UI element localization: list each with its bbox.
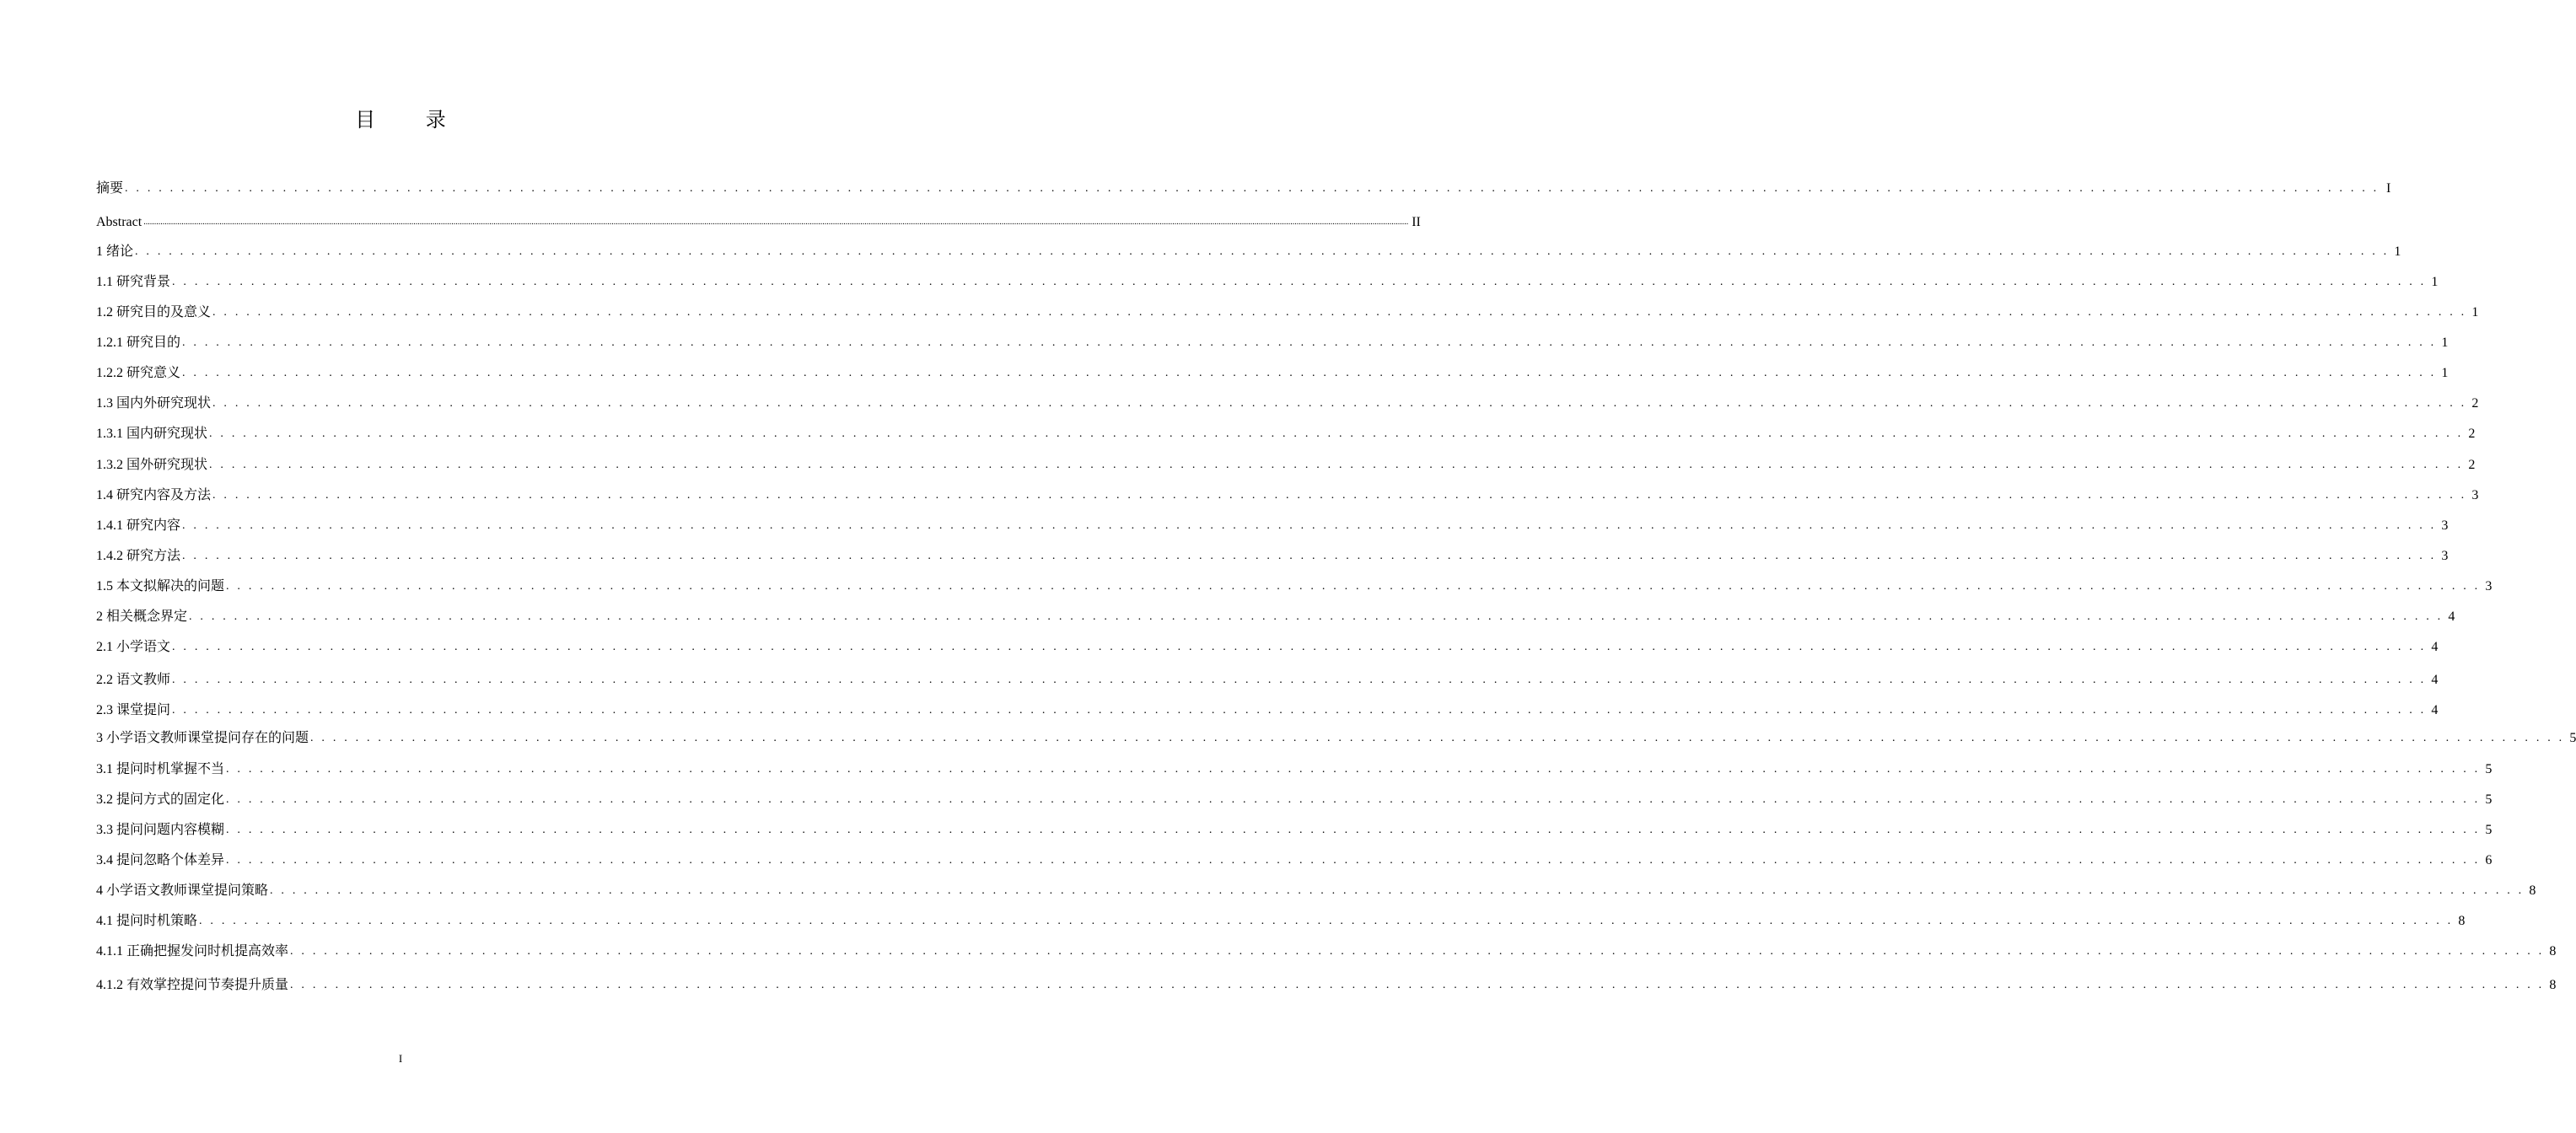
toc-entry-page-number: 1 [2431, 275, 2439, 289]
toc-dot-leader: . . . . . . . . . . . . . . . . . . . . . . . . . . . . . . . . . . . . . . . . . . . . . . . . . . . . . . . . . . . . . . . . . . . . . . . . . . . . . . . . . . . . . . . . . . . . . . . . . . . . . . . . . . . . . . . . . . . . . . . . . . . . . . . . . . . . . . . . . . . . . . . . . . . . . . . . . . . . . . . . . . . . . . . . . . . . . . . . . . . . . . . . . . . . . . . . . . . . . . . . [189, 610, 2444, 623]
toc-entry[interactable] [96, 577, 2493, 596]
toc-entry[interactable] [96, 425, 2476, 443]
toc-entry[interactable] [96, 851, 2493, 870]
toc-entry-label: 3.4 提问忽略个体差异 [96, 851, 225, 870]
toc-entry-label: 1.4.2 研究方法 [96, 547, 181, 566]
toc-entry-label: 3.1 提问时机掌握不当 [96, 760, 225, 779]
toc-entry-label: 4 小学语文教师课堂提问策略 [96, 882, 269, 900]
toc-dot-leader: . . . . . . . . . . . . . . . . . . . . . . . . . . . . . . . . . . . . . . . . . . . . . . . . . . . . . . . . . . . . . . . . . . . . . . . . . . . . . . . . . . . . . . . . . . . . . . . . . . . . . . . . . . . . . . . . . . . . . . . . . . . . . . . . . . . . . . . . . . . . . . . . . . . . . . . . . . . . . . . . . . . . . . . . . . . . . . . . . . . . . . . . . . . . . . . . . . . . . . . . [226, 824, 2481, 836]
toc-entry[interactable] [96, 364, 2449, 383]
toc-dot-leader: . . . . . . . . . . . . . . . . . . . . . . . . . . . . . . . . . . . . . . . . . . . . . . . . . . . . . . . . . . . . . . . . . . . . . . . . . . . . . . . . . . . . . . . . . . . . . . . . . . . . . . . . . . . . . . . . . . . . . . . . . . . . . . . . . . . . . . . . . . . . . . . . . . . . . . . . . . . . . . . . . . . . . . . . . . . . . . . . . . . . . . . . . . . . . . . . . . . . . . . . [125, 182, 2380, 195]
toc-entry-label: 1.3.2 国外研究现状 [96, 456, 208, 475]
toc-dot-leader: . . . . . . . . . . . . . . . . . . . . . . . . . . . . . . . . . . . . . . . . . . . . . . . . . . . . . . . . . . . . . . . . . . . . . . . . . . . . . . . . . . . . . . . . . . . . . . . . . . . . . . . . . . . . . . . . . . . . . . . . . . . . . . . . . . . . . . . . . . . . . . . . . . . . . . . . . . . . . . . . . . . . . . . . . . . . . . . . . . . . . . . . . . . . . . . . . . . . . . . . [209, 427, 2464, 440]
toc-entry-label: 1 绪论 [96, 243, 134, 261]
toc-entry-label: 摘要 [96, 180, 124, 198]
toc-entry[interactable] [96, 547, 2449, 566]
toc-entry-page-number: 4 [2431, 703, 2439, 717]
toc-entry-label: 1.4 研究内容及方法 [96, 486, 212, 505]
toc-entry-label: 3.3 提问问题内容模糊 [96, 821, 225, 840]
toc-entry[interactable] [96, 213, 1421, 232]
toc-entry-label: 1.3 国内外研究现状 [96, 395, 212, 413]
toc-entry[interactable] [96, 760, 2493, 779]
toc-entry-page-number: 4 [2431, 640, 2439, 654]
toc-entry-page-number: 4 [2448, 609, 2455, 624]
toc-dot-leader: . . . . . . . . . . . . . . . . . . . . . . . . . . . . . . . . . . . . . . . . . . . . . . . . . . . . . . . . . . . . . . . . . . . . . . . . . . . . . . . . . . . . . . . . . . . . . . . . . . . . . . . . . . . . . . . . . . . . . . . . . . . . . . . . . . . . . . . . . . . . . . . . . . . . . . . . . . . . . . . . . . . . . . . . . . . . . . . . . . . . . . . . . . . . . . . . . . . . . . . . [172, 641, 2427, 653]
toc-dot-leader: . . . . . . . . . . . . . . . . . . . . . . . . . . . . . . . . . . . . . . . . . . . . . . . . . . . . . . . . . . . . . . . . . . . . . . . . . . . . . . . . . . . . . . . . . . . . . . . . . . . . . . . . . . . . . . . . . . . . . . . . . . . . . . . . . . . . . . . . . . . . . . . . . . . . . . . . . . . . . . . . . . . . . . . . . . . . . . . . . . . . . . . . . . . . . . . . . . . . . . . . [135, 245, 2390, 258]
toc-entry[interactable] [96, 791, 2493, 809]
toc-entry-page-number: 1 [2441, 366, 2449, 380]
toc-entry[interactable] [96, 638, 2439, 657]
footer-page-number: I [398, 1052, 403, 1065]
toc-entry[interactable] [96, 608, 2455, 626]
toc-dot-leader: . . . . . . . . . . . . . . . . . . . . . . . . . . . . . . . . . . . . . . . . . . . . . . . . . . . . . . . . . . . . . . . . . . . . . . . . . . . . . . . . . . . . . . . . . . . . . . . . . . . . . . . . . . . . . . . . . . . . . . . . . . . . . . . . . . . . . . . . . . . . . . . . . . . . . . . . . . . . . . . . . . . . . . . . . . . . . . . . . . . . . . . . . . . . . . . . . . . . . . . . [270, 884, 2525, 897]
toc-entry-label: 2.3 课堂提问 [96, 701, 171, 720]
toc-entry-page-number: 3 [2485, 579, 2493, 593]
toc-entry[interactable] [96, 976, 2557, 995]
toc-entry-label: 1.4.1 研究内容 [96, 517, 181, 535]
toc-entry-label: 4.1.1 正确把握发问时机提高效率 [96, 942, 289, 961]
toc-entry-label: 1.2.1 研究目的 [96, 334, 181, 352]
toc-entry[interactable] [96, 912, 2466, 931]
toc-entry-label: 4.1 提问时机策略 [96, 912, 198, 931]
toc-dot-leader: . . . . . . . . . . . . . . . . . . . . . . . . . . . . . . . . . . . . . . . . . . . . . . . . . . . . . . . . . . . . . . . . . . . . . . . . . . . . . . . . . . . . . . . . . . . . . . . . . . . . . . . . . . . . . . . . . . . . . . . . . . . . . . . . . . . . . . . . . . . . . . . . . . . . . . . . . . . . . . . . . . . . . . . . . . . . . . . . . . . . . . . . . . . . . . . . . . . . . . . . [226, 793, 2481, 806]
toc-entry-page-number: 5 [2485, 823, 2493, 837]
toc-dot-leader: . . . . . . . . . . . . . . . . . . . . . . . . . . . . . . . . . . . . . . . . . . . . . . . . . . . . . . . . . . . . . . . . . . . . . . . . . . . . . . . . . . . . . . . . . . . . . . . . . . . . . . . . . . . . . . . . . . . . . . . . . . . . . . . . . . . . . . . . . . . . . . . . . . . . . . . . . . . . . . . . . . . . . . . . . . . . . . . . . . . . . . . . . . . . . . . . . . . . . . . . [172, 704, 2427, 717]
page-title: 目 录 [355, 108, 468, 132]
toc-entry-page-number: 5 [2485, 762, 2493, 776]
toc-entry-page-number: 4 [2431, 673, 2439, 687]
toc-entry[interactable] [96, 243, 2401, 261]
toc-entry-page-number: 2 [2468, 458, 2476, 472]
toc-dot-leader: . . . . . . . . . . . . . . . . . . . . . . . . . . . . . . . . . . . . . . . . . . . . . . . . . . . . . . . . . . . . . . . . . . . . . . . . . . . . . . . . . . . . . . . . . . . . . . . . . . . . . . . . . . . . . . . . . . . . . . . . . . . . . . . . . . . . . . . . . . . . . . . . . . . . . . . . . . . . . . . . . . . . . . . . . . . . . . . . . . . . . . . . . . . . . . . . . . . . . . . . [182, 550, 2437, 562]
toc-entry-label: 1.1 研究背景 [96, 273, 171, 292]
toc-entry-page-number: 3 [2471, 488, 2479, 502]
toc-dot-leader: . . . . . . . . . . . . . . . . . . . . . . . . . . . . . . . . . . . . . . . . . . . . . . . . . . . . . . . . . . . . . . . . . . . . . . . . . . . . . . . . . . . . . . . . . . . . . . . . . . . . . . . . . . . . . . . . . . . . . . . . . . . . . . . . . . . . . . . . . . . . . . . . . . . . . . . . . . . . . . . . . . . . . . . . . . . . . . . . . . . . . . . . . . . . . . . . . . . . . . . . [226, 580, 2481, 593]
toc-entry-page-number: 5 [2569, 731, 2576, 745]
toc-dot-leader: . . . . . . . . . . . . . . . . . . . . . . . . . . . . . . . . . . . . . . . . . . . . . . . . . . . . . . . . . . . . . . . . . . . . . . . . . . . . . . . . . . . . . . . . . . . . . . . . . . . . . . . . . . . . . . . . . . . . . . . . . . . . . . . . . . . . . . . . . . . . . . . . . . . . . . . . . . . . . . . . . . . . . . . . . . . . . . . . . . . . . . . . . . . . . . . . . . . . . . . . [172, 674, 2427, 686]
toc-dot-leader: . . . . . . . . . . . . . . . . . . . . . . . . . . . . . . . . . . . . . . . . . . . . . . . . . . . . . . . . . . . . . . . . . . . . . . . . . . . . . . . . . . . . . . . . . . . . . . . . . . . . . . . . . . . . . . . . . . . . . . . . . . . . . . . . . . . . . . . . . . . . . . . . . . . . . . . . . . . . . . . . . . . . . . . . . . . . . . . . . . . . . . . . . . . . . . . . . . . . . . . . [182, 519, 2437, 532]
toc-dot-leader: . . . . . . . . . . . . . . . . . . . . . . . . . . . . . . . . . . . . . . . . . . . . . . . . . . . . . . . . . . . . . . . . . . . . . . . . . . . . . . . . . . . . . . . . . . . . . . . . . . . . . . . . . . . . . . . . . . . . . . . . . . . . . . . . . . . . . . . . . . . . . . . . . . . . . . . . . . . . . . . . . . . . . . . . . . . . . . . . . . . . . . . . . . . . . . . . . . . . . . . . [226, 763, 2481, 776]
toc-entry-label: 2 相关概念界定 [96, 608, 188, 626]
toc-dot-leader: . . . . . . . . . . . . . . . . . . . . . . . . . . . . . . . . . . . . . . . . . . . . . . . . . . . . . . . . . . . . . . . . . . . . . . . . . . . . . . . . . . . . . . . . . . . . . . . . . . . . . . . . . . . . . . . . . . . . . . . . . . . . . . . . . . . . . . . . . . . . . . . . . . . . . . . . . . . . . . . . . . . . . . . . . . . . . . . . . . . . . . . . . . . . . . . . . . . . . . . . [182, 336, 2437, 349]
toc-entry-page-number: 8 [2549, 944, 2557, 958]
toc-dot-leader: . . . . . . . . . . . . . . . . . . . . . . . . . . . . . . . . . . . . . . . . . . . . . . . . . . . . . . . . . . . . . . . . . . . . . . . . . . . . . . . . . . . . . . . . . . . . . . . . . . . . . . . . . . . . . . . . . . . . . . . . . . . . . . . . . . . . . . . . . . . . . . . . . . . . . . . . . . . . . . . . . . . . . . . . . . . . . . . . . . . . . . . . . . . . . . . . . . . . . . . . [290, 945, 2545, 958]
toc-dot-leader: . . . . . . . . . . . . . . . . . . . . . . . . . . . . . . . . . . . . . . . . . . . . . . . . . . . . . . . . . . . . . . . . . . . . . . . . . . . . . . . . . . . . . . . . . . . . . . . . . . . . . . . . . . . . . . . . . . . . . . . . . . . . . . . . . . . . . . . . . . . . . . . . . . . . . . . . . . . . . . . . . . . . . . . . . . . . . . . . . . . . . . . . . . . . . . . . . . . . . . . . [212, 397, 2467, 410]
toc-entry-label: 4.1.2 有效掌控提问节奏提升质量 [96, 976, 289, 995]
toc-dot-leader: . . . . . . . . . . . . . . . . . . . . . . . . . . . . . . . . . . . . . . . . . . . . . . . . . . . . . . . . . . . . . . . . . . . . . . . . . . . . . . . . . . . . . . . . . . . . . . . . . . . . . . . . . . . . . . . . . . . . . . . . . . . . . . . . . . . . . . . . . . . . . . . . . . . . . . . . . . . . . . . . . . . . . . . . . . . . . . . . . . . . . . . . . . . . . . . . . . . . . . . . [199, 915, 2454, 927]
toc-entry[interactable] [96, 456, 2476, 475]
toc-entry-label: 1.2 研究目的及意义 [96, 303, 212, 322]
toc-entry-page-number: 8 [2549, 978, 2557, 992]
toc-entry-label: 3.2 提问方式的固定化 [96, 791, 225, 809]
toc-dot-leader: . . . . . . . . . . . . . . . . . . . . . . . . . . . . . . . . . . . . . . . . . . . . . . . . . . . . . . . . . . . . . . . . . . . . . . . . . . . . . . . . . . . . . . . . . . . . . . . . . . . . . . . . . . . . . . . . . . . . . . . . . . . . . . . . . . . . . . . . . . . . . . . . . . . . . . . . . . . . . . . . . . . . . . . . . . . . . . . . . . . . . . . . . . . . . . . . . . . . . . . . [172, 276, 2427, 288]
toc-entry-page-number: 1 [2441, 336, 2449, 350]
toc-entry-page-number: II [1412, 215, 1421, 229]
toc-entry-label: Abstract [96, 213, 143, 232]
toc-entry-page-number: 8 [2529, 883, 2536, 898]
toc-dot-leader: . . . . . . . . . . . . . . . . . . . . . . . . . . . . . . . . . . . . . . . . . . . . . . . . . . . . . . . . . . . . . . . . . . . . . . . . . . . . . . . . . . . . . . . . . . . . . . . . . . . . . . . . . . . . . . . . . . . . . . . . . . . . . . . . . . . . . . . . . . . . . . . . . . . . . . . . . . . . . . . . . . . . . . . . . . . . . . . . . . . . . . . . . . . . . . . . . . . . . . . . [212, 489, 2467, 502]
toc-dot-leader: . . . . . . . . . . . . . . . . . . . . . . . . . . . . . . . . . . . . . . . . . . . . . . . . . . . . . . . . . . . . . . . . . . . . . . . . . . . . . . . . . . . . . . . . . . . . . . . . . . . . . . . . . . . . . . . . . . . . . . . . . . . . . . . . . . . . . . . . . . . . . . . . . . . . . . . . . . . . . . . . . . . . . . . . . . . . . . . . . . . . . . . . . . . . . . . . . . . . . . . . [209, 459, 2464, 471]
toc-entry-page-number: 1 [2471, 305, 2479, 319]
toc-dot-leader: . . . . . . . . . . . . . . . . . . . . . . . . . . . . . . . . . . . . . . . . . . . . . . . . . . . . . . . . . . . . . . . . . . . . . . . . . . . . . . . . . . . . . . . . . . . . . . . . . . . . . . . . . . . . . . . . . . . . . . . . . . . . . . . . . . . . . . . . . . . . . . . . . . . . . . . . . . . . . . . . . . . . . . . . . . . . . . . . . . . . . . . . . . . . . . . . . . . . . . . . [226, 854, 2481, 867]
toc-entry[interactable] [96, 729, 2576, 748]
toc-entry-label: 1.5 本文拟解决的问题 [96, 577, 225, 596]
toc-entry[interactable] [96, 517, 2449, 535]
toc-entry-label: 2.2 语文教师 [96, 671, 171, 690]
toc-dot-leader: . . . . . . . . . . . . . . . . . . . . . . . . . . . . . . . . . . . . . . . . . . . . . . . . . . . . . . . . . . . . . . . . . . . . . . . . . . . . . . . . . . . . . . . . . . . . . . . . . . . . . . . . . . . . . . . . . . . . . . . . . . . . . . . . . . . . . . . . . . . . . . . . . . . . . . . . . . . . . . . . . . . . . . . . . . . . . . . . . . . . . . . . . . . . . . . . . . . . . . . . [290, 979, 2545, 991]
toc-entry[interactable] [96, 821, 2493, 840]
toc-entry[interactable] [96, 942, 2557, 961]
toc-entry-page-number: I [2386, 181, 2391, 196]
toc-entry-label: 1.3.1 国内研究现状 [96, 425, 208, 443]
toc-entry-page-number: 2 [2468, 427, 2476, 441]
toc-entry-page-number: 5 [2485, 792, 2493, 807]
toc-entry[interactable] [96, 486, 2479, 505]
toc-entry[interactable] [96, 671, 2439, 690]
toc-entry-page-number: 8 [2458, 914, 2466, 928]
toc-dot-leader: . . . . . . . . . . . . . . . . . . . . . . . . . . . . . . . . . . . . . . . . . . . . . . . . . . . . . . . . . . . . . . . . . . . . . . . . . . . . . . . . . . . . . . . . . . . . . . . . . . . . . . . . . . . . . . . . . . . . . . . . . . . . . . . . . . . . . . . . . . . . . . . . . . . . . . . . . . . . . . . . . . . . . . . . . . . . . . . . . . . . . . . . . . . . . . . . . . . . . . . . [310, 732, 2565, 744]
toc-entry-label: 3 小学语文教师课堂提问存在的问题 [96, 729, 309, 748]
toc-entry[interactable] [96, 273, 2439, 292]
toc-entry[interactable] [96, 882, 2536, 900]
toc-entry-label: 2.1 小学语文 [96, 638, 171, 657]
toc-entry[interactable] [96, 180, 2391, 198]
toc-entry-page-number: 2 [2471, 396, 2479, 411]
toc-entry-page-number: 6 [2485, 853, 2493, 867]
toc-entry-label: 1.2.2 研究意义 [96, 364, 181, 383]
toc-dot-leader: . . . . . . . . . . . . . . . . . . . . . . . . . . . . . . . . . . . . . . . . . . . . . . . . . . . . . . . . . . . . . . . . . . . . . . . . . . . . . . . . . . . . . . . . . . . . . . . . . . . . . . . . . . . . . . . . . . . . . . . . . . . . . . . . . . . . . . . . . . . . . . . . . . . . . . . . . . . . . . . . . . . . . . . . . . . . . . . . . . . . . . . . . . . . . . . . . . . . . . . . [212, 306, 2467, 319]
toc-dot-leader: . . . . . . . . . . . . . . . . . . . . . . . . . . . . . . . . . . . . . . . . . . . . . . . . . . . . . . . . . . . . . . . . . . . . . . . . . . . . . . . . . . . . . . . . . . . . . . . . . . . . . . . . . . . . . . . . . . . . . . . . . . . . . . . . . . . . . . . . . . . . . . . . . . . . . . . . . . . . . . . . . . . . . . . . . . . . . . . . . . . . . . . . . . . . . . . . . . . . . . . . [182, 367, 2437, 379]
toc-entry[interactable] [96, 303, 2479, 322]
toc-entry[interactable] [96, 701, 2439, 720]
toc-entry[interactable] [96, 395, 2479, 413]
toc-dot-leader: ........................................................................................................................................................................................................................................................................................................................................................................................................................................................................................................................................................................................................................ [143, 217, 1409, 227]
toc-entry[interactable] [96, 334, 2449, 352]
toc-entry-page-number: 1 [2394, 244, 2401, 259]
toc-entry-page-number: 3 [2441, 518, 2449, 533]
toc-entry-page-number: 3 [2441, 549, 2449, 563]
